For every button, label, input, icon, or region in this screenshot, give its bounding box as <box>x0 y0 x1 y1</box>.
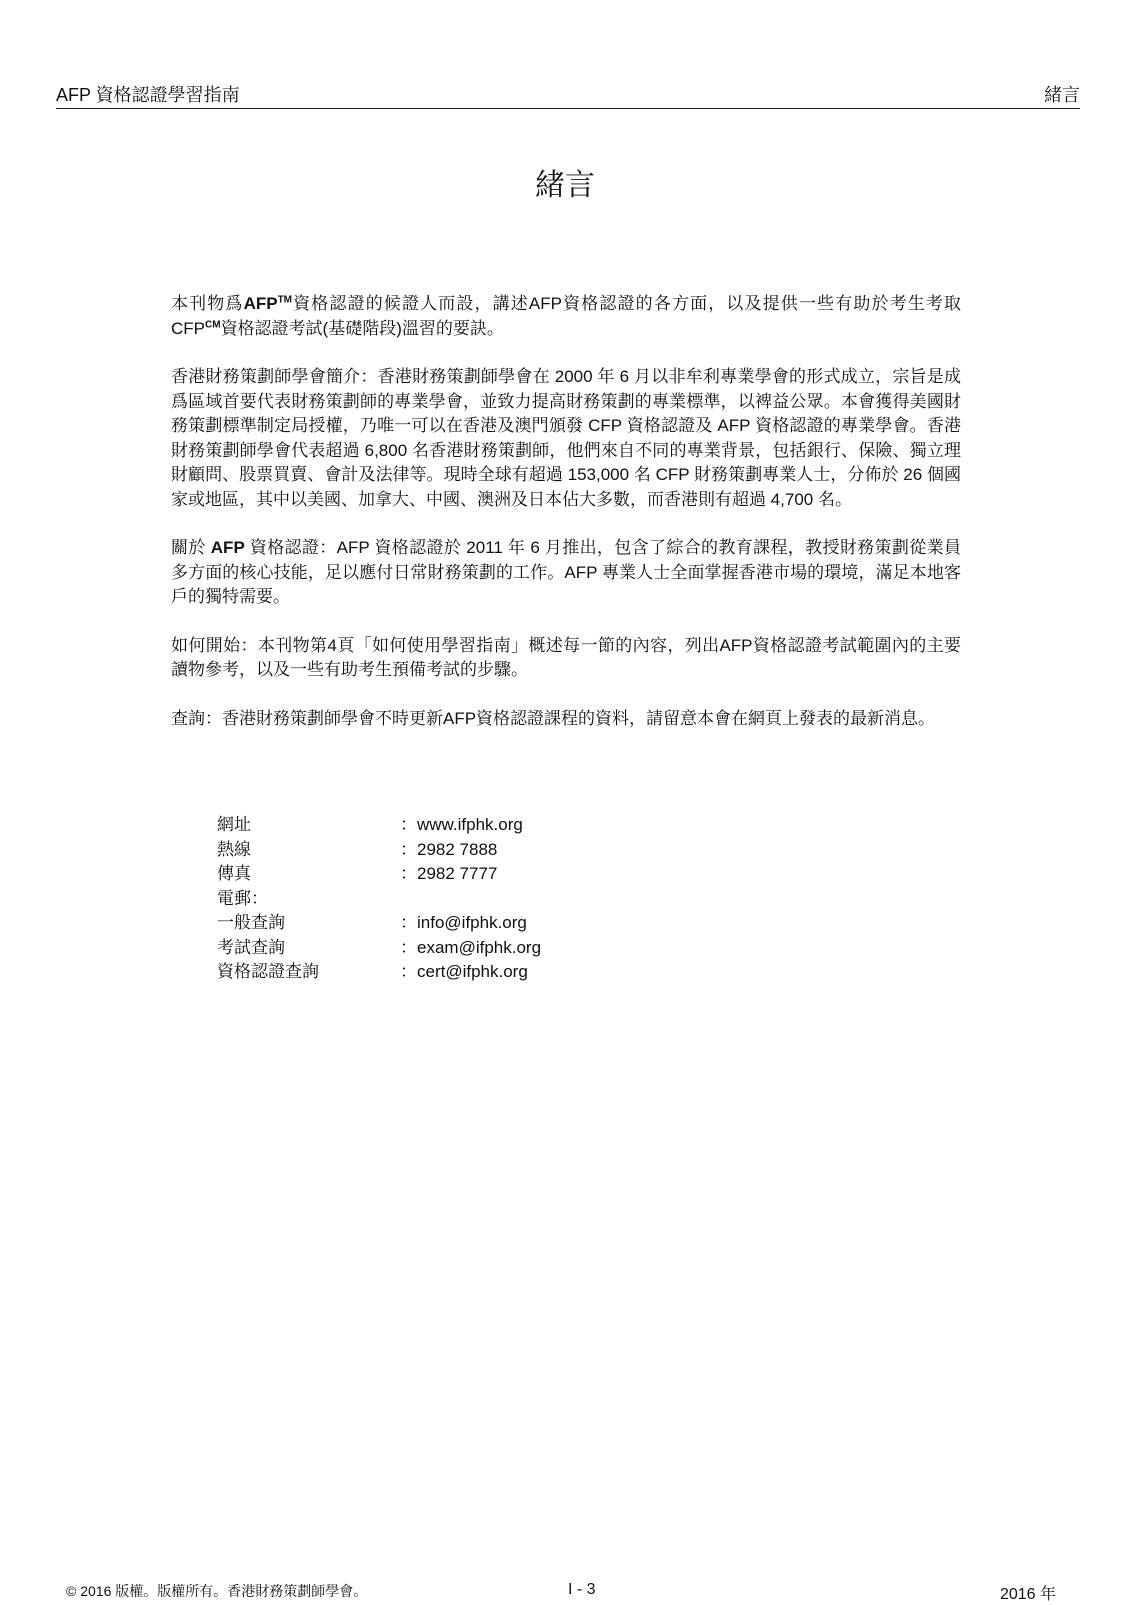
header-section-title: 緒言 <box>1044 85 1080 105</box>
page-title: 緒言 <box>535 168 595 203</box>
header-document-title: AFP 資格認證學習指南 <box>56 85 240 105</box>
about-afp-paragraph <box>171 536 961 610</box>
contact-row-cert-enquiry <box>217 960 541 985</box>
contact-row-hotline <box>217 838 541 863</box>
body-text <box>171 292 961 755</box>
contact-row-website <box>217 813 541 838</box>
enquiry-paragraph: 查詢：香港財務策劃師學會不時更新AFP資格認證課程的資料，請留意本會在網頁上發表的最新消息。 <box>171 708 936 728</box>
copyright-notice: © 2016 版權。版權所有。香港財務策劃師學會。 <box>66 1583 368 1599</box>
page-number: I - 3 <box>568 1581 596 1598</box>
website-link[interactable]: ：www.ifphk.org <box>400 815 523 834</box>
intro-pre: 本刊物爲 <box>171 294 244 313</box>
page-header <box>56 78 1080 109</box>
about-pre: 關於 <box>171 538 211 557</box>
contact-label: 熱線 <box>217 839 251 859</box>
afp-mark: AFP <box>243 294 278 313</box>
fax-number: ：2982 7777 <box>400 864 498 883</box>
page-footer <box>66 1581 1056 1605</box>
contact-label: 資格認證查詢 <box>217 962 319 981</box>
cert-email-link[interactable]: ：cert@ifphk.org <box>400 962 528 981</box>
about-post: 資格認證：AFP 資格認證於 2011 年 6 月推出，包含了綜合的教育課程，教授財務策劃從業員多方面的核心技能，足以應付日常財務策劃的工作。AFP 專業人士全面掌握香港市場的環境，滿足本地客戶的獨特需要。 <box>171 538 961 606</box>
footer-year: 2016 年 <box>999 1586 1056 1603</box>
how-to-start-paragraph: 如何開始：本刊物第4頁「如何使用學習指南」概述每一節的內容，列出AFP資格認證考試範圍內的主要讀物參考，以及一些有助考生預備考試的步驟。 <box>171 635 961 679</box>
general-email-link[interactable]: ：info@ifphk.org <box>400 913 527 932</box>
contact-label: 一般查詢 <box>217 913 285 932</box>
about-afp-bold: AFP <box>210 538 245 557</box>
exam-email-link[interactable]: ：exam@ifphk.org <box>400 937 542 957</box>
contact-label: 電郵： <box>217 888 268 908</box>
contact-row-fax <box>217 862 541 887</box>
contact-label: 傳真 <box>217 864 251 883</box>
tm-mark: TM <box>277 294 293 306</box>
contact-row-email-heading <box>217 887 541 912</box>
contact-list <box>217 813 541 985</box>
contact-label: 網址 <box>217 815 251 834</box>
contact-row-general-enquiry <box>217 911 541 936</box>
intro-paragraph <box>171 292 961 341</box>
contact-row-exam-enquiry <box>217 936 541 961</box>
hotline-number: ：2982 7888 <box>400 839 498 859</box>
intro-mid: 資格認證的候證人而設，講述AFP資格認證的各方面，以及提供一些有助於考生考取CFP <box>171 294 962 338</box>
contact-label: 考試查詢 <box>217 937 285 957</box>
cm-mark: CM <box>205 318 221 330</box>
society-paragraph: 香港財務策劃師學會簡介：香港財務策劃師學會在 2000 年 6 月以非牟利專業學會的形式成立，宗旨是成爲區域首要代表財務策劃師的專業學會，並致力提高財務策劃的專業標準，以裨益公眾。本會獲得美國財務策劃標準制定局授權，乃唯一可以在香港及澳門頒發 CFP 資格認證及 AFP 資格認證的專業學會。香港財務策劃師學會代表超過 6,800 名香港財務策劃師，他們來自不同的專業背景，包括銀行、保險、獨立理財顧問、股票買賣、會計及法律等。現時全球有超過 153,000 名 CFP 財務策劃專業人士，分佈於 26 個國家或地區，其中以美國、加拿大、中國、澳洲及日本佔大多數，而香港則有超過 4,700 名。 <box>171 367 961 509</box>
intro-post: 資格認證考試(基礎階段)溫習的要訣。 <box>220 318 504 338</box>
